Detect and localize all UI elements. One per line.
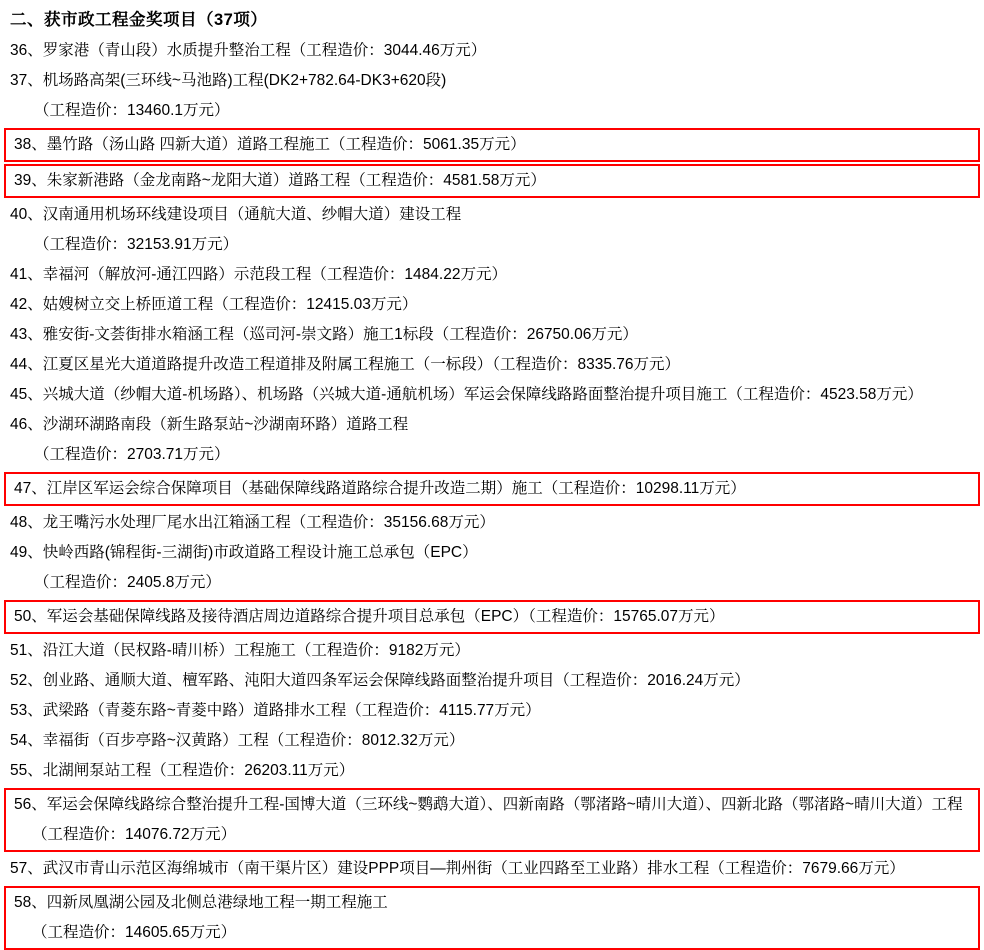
highlight-box [4,600,980,634]
item-text: 创业路、通顺大道、檀军路、沌阳大道四条军运会保障线路面整治提升项目（工程造价：2016.24万元） [42,672,750,690]
item-number: 53、 [10,702,43,720]
item-continuation: （工程造价：2405.8万元） [34,574,221,592]
item-continuation: （工程造价：14605.65万元） [32,924,237,942]
list-item [0,636,984,666]
highlight-box [4,788,980,852]
item-text: 武汉市青山示范区海绵城市（南干渠片区）建设PPP项目—荆州街（工业四路至工业路）排水工程（工程造价：7679.66万元） [42,860,905,878]
list-item [6,888,978,918]
item-number: 48、 [10,514,43,532]
item-number: 38、 [14,136,47,154]
item-number: 40、 [10,206,43,224]
item-number: 52、 [10,672,43,690]
item-continuation: （工程造价：13460.1万元） [34,102,230,120]
item-continuation: （工程造价：2703.71万元） [34,446,230,464]
item-text: 快岭西路(锦程街-三湖街)市政道路工程设计施工总承包（EPC） [42,544,478,562]
item-number: 42、 [10,296,43,314]
item-number: 43、 [10,326,43,344]
list-item [0,260,984,290]
item-text: 军运会保障线路综合整治提升工程-国博大道（三环线~鹦鹉大道）、四新南路（鄂渚路~晴川大道）、四新北路（鄂渚路~晴川大道）工程 [46,796,963,814]
item-number: 41、 [10,266,43,284]
item-text: 沿江大道（民权路-晴川桥）工程施工（工程造价：9182万元） [42,642,470,660]
list-item [6,166,978,196]
list-item [0,320,984,350]
item-text: 龙王嘴污水处理厂尾水出江箱涵工程（工程造价：35156.68万元） [42,514,495,532]
item-text: 幸福街（百步亭路~汉黄路）工程（工程造价：8012.32万元） [42,732,465,750]
list-item [0,854,984,884]
list-item [0,290,984,320]
item-text: 兴城大道（纱帽大道-机场路）、机场路（兴城大道-通航机场）军运会保障线路路面整治提升项目施工（工程造价：4523.58万元） [42,386,923,404]
list-item [0,380,984,410]
highlight-box [4,164,980,198]
list-item [0,410,984,440]
item-text: 机场路高架(三环线~马池路)工程(DK2+782.64-DK3+620段) [42,72,447,90]
entry-list [0,36,984,950]
item-number: 51、 [10,642,43,660]
item-number: 58、 [14,894,47,912]
item-number: 45、 [10,386,43,404]
list-item [6,790,978,820]
list-item [0,666,984,696]
list-item [0,508,984,538]
list-item [0,200,984,230]
list-item [0,350,984,380]
item-number: 55、 [10,762,43,780]
item-text: 武梁路（青菱东路~青菱中路）道路排水工程（工程造价：4115.77万元） [42,702,541,720]
item-text: 北湖闸泵站工程（工程造价：26203.11万元） [42,762,355,780]
list-item [0,696,984,726]
list-item [6,602,978,632]
item-number: 44、 [10,356,43,374]
item-number: 37、 [10,72,43,90]
item-text: 军运会基础保障线路及接待酒店周边道路综合提升项目总承包（EPC）（工程造价：15765.07万元） [46,608,725,626]
item-number: 54、 [10,732,43,750]
item-text: 江夏区星光大道道路提升改造工程道排及附属工程施工（一标段）（工程造价：8335.76万元） [42,356,681,374]
item-text: 雅安街-文荟街排水箱涵工程（巡司河-崇文路）施工1标段（工程造价：26750.06万元） [42,326,638,344]
item-text: 姑嫂树立交上桥匝道工程（工程造价：12415.03万元） [42,296,418,314]
item-text: 朱家新港路（金龙南路~龙阳大道）道路工程（工程造价：4581.58万元） [46,172,546,190]
item-number: 36、 [10,42,43,59]
list-item [0,726,984,756]
list-item [0,538,984,568]
section-heading: 二、获市政工程金奖项目（37项） [10,11,268,29]
item-continuation: （工程造价：32153.91万元） [34,236,239,254]
list-item [0,66,984,96]
item-number: 56、 [14,796,47,814]
item-text: 幸福河（解放河-通江四路）示范段工程（工程造价：1484.22万元） [42,266,507,284]
item-number: 47、 [14,480,47,498]
item-text: 沙湖环湖路南段（新生路泵站~沙湖南环路）道路工程 [42,416,409,434]
highlight-box [4,886,980,950]
item-text: 汉南通用机场环线建设项目（通航大道、纱帽大道）建设工程 [42,206,462,224]
list-item [0,36,984,66]
list-item [0,756,984,786]
item-number: 46、 [10,416,43,434]
item-number: 57、 [10,860,43,878]
highlight-box [4,472,980,506]
item-continuation: （工程造价：14076.72万元） [32,826,237,844]
item-text: 墨竹路（汤山路 四新大道）道路工程施工（工程造价：5061.35万元） [46,136,526,154]
list-item [6,474,978,504]
item-text: 罗家港（青山段）水质提升整治工程（工程造价：3044.46万元） [42,42,487,59]
highlight-box [4,128,980,162]
item-text: 四新凤凰湖公园及北侧总港绿地工程一期工程施工 [46,894,388,912]
item-number: 49、 [10,544,43,562]
item-text: 江岸区军运会综合保障项目（基础保障线路道路综合提升改造二期）施工（工程造价：10298.11万元） [46,480,746,498]
item-number: 50、 [14,608,47,626]
item-number: 39、 [14,172,47,190]
list-item [6,130,978,160]
